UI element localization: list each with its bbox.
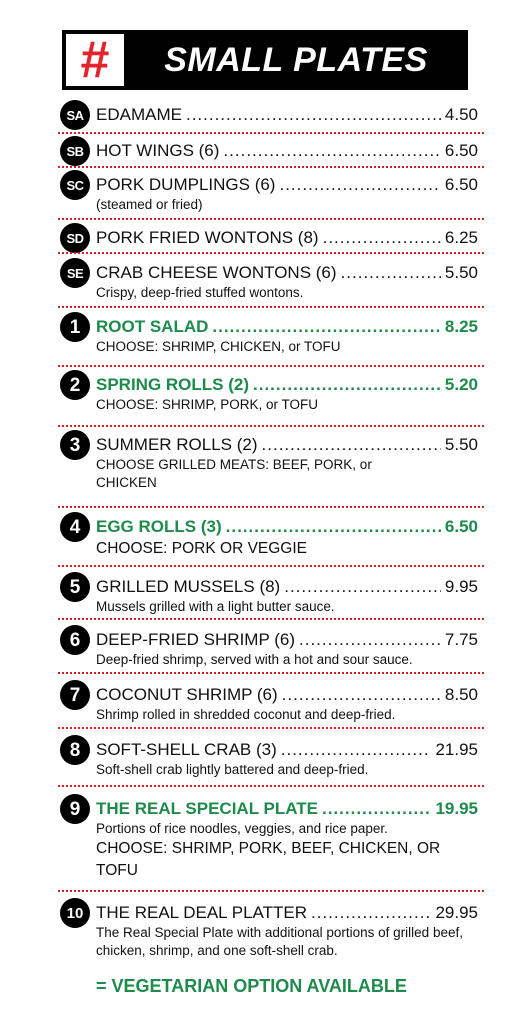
dotted-separator <box>58 565 484 567</box>
item-price: 21.95 <box>435 740 478 759</box>
section-header <box>62 30 468 90</box>
item-price: 19.95 <box>435 799 478 818</box>
dotted-separator <box>58 785 484 787</box>
dot-leader <box>226 516 441 538</box>
item-line <box>96 227 478 249</box>
dot-leader <box>253 374 441 396</box>
menu-item <box>60 434 478 492</box>
item-name: THE REAL DEAL PLATTER <box>96 903 307 922</box>
dot-leader <box>212 316 441 338</box>
dotted-separator <box>58 506 484 508</box>
item-price: 5.20 <box>444 375 478 394</box>
item-number-badge: SA <box>60 100 90 130</box>
item-number-badge: 8 <box>60 735 90 765</box>
item-description: Mussels grilled with a light butter sauce. <box>96 599 335 614</box>
menu-item <box>60 104 478 126</box>
item-price: 6.50 <box>444 175 478 194</box>
item-number-badge: 10 <box>60 898 90 928</box>
item-number-badge: 5 <box>60 572 90 602</box>
item-line <box>96 902 478 924</box>
hash-logo <box>66 31 124 89</box>
item-number-badge: 9 <box>60 794 90 824</box>
item-price: 7.75 <box>444 630 478 649</box>
item-description: CHOOSE GRILLED MEATS: BEEF, PORK, or CHICKEN <box>96 457 372 490</box>
item-description: CHOOSE: SHRIMP, PORK, or TOFU <box>96 397 319 412</box>
item-number-badge: SD <box>60 223 90 253</box>
dot-leader <box>284 576 441 598</box>
item-price: 29.95 <box>435 903 478 922</box>
item-price: 6.50 <box>444 141 478 160</box>
menu-item <box>60 798 478 882</box>
dotted-separator <box>58 618 484 620</box>
menu-item <box>60 739 478 779</box>
item-price: 8.50 <box>444 685 478 704</box>
item-line <box>96 262 478 284</box>
item-line <box>96 576 478 598</box>
item-choice-options: CHOOSE: SHRIMP, PORK, BEEF, CHICKEN, OR TOFU <box>96 840 441 879</box>
item-price: 6.50 <box>444 517 478 536</box>
item-number-badge: 6 <box>60 625 90 655</box>
dot-leader <box>262 434 441 456</box>
dot-leader <box>311 902 431 924</box>
item-description: CHOOSE: PORK OR VEGGIE <box>96 540 308 557</box>
item-line <box>96 629 478 651</box>
item-line <box>96 104 478 126</box>
dotted-separator <box>58 132 484 134</box>
menu-item <box>60 902 478 960</box>
item-price: 8.25 <box>444 317 478 336</box>
item-name: PORK FRIED WONTONS (8) <box>96 228 319 247</box>
item-name: PORK DUMPLINGS (6) <box>96 175 276 194</box>
dotted-separator <box>58 365 484 367</box>
dot-leader <box>223 140 440 162</box>
item-price: 6.25 <box>444 228 478 247</box>
item-name: DEEP-FRIED SHRIMP (6) <box>96 630 295 649</box>
item-description: Shrimp rolled in shredded coconut and deep-fried. <box>96 707 396 722</box>
item-name: SPRING ROLLS (2) <box>96 375 250 394</box>
item-line <box>96 684 478 706</box>
item-description: Crispy, deep-fried stuffed wontons. <box>96 285 304 300</box>
item-name: THE REAL SPECIAL PLATE <box>96 799 318 818</box>
dotted-separator <box>58 890 484 892</box>
item-number-badge: 4 <box>60 512 90 542</box>
item-name: SUMMER ROLLS (2) <box>96 435 258 454</box>
item-price: 5.50 <box>444 435 478 454</box>
dot-leader <box>281 739 432 761</box>
menu-item <box>60 684 478 724</box>
section-title: SMALL PLATES <box>164 40 428 79</box>
item-number-badge: SE <box>60 258 90 288</box>
item-name: GRILLED MUSSELS (8) <box>96 577 281 596</box>
item-description: The Real Special Plate with additional portions of grilled beef, chicken, shrimp, and one soft-shell crab. <box>96 925 463 958</box>
dotted-separator <box>58 252 484 254</box>
item-name: EGG ROLLS (3) <box>96 517 222 536</box>
menu-item <box>60 262 478 302</box>
item-name: COCONUT SHRIMP (6) <box>96 685 278 704</box>
item-name: HOT WINGS (6) <box>96 141 220 160</box>
dotted-separator <box>58 727 484 729</box>
item-description: Soft-shell crab lightly battered and deep-fried. <box>96 762 369 777</box>
item-number-badge: SB <box>60 136 90 166</box>
menu-item <box>60 374 478 414</box>
menu-item <box>60 576 478 616</box>
menu-item <box>60 516 478 560</box>
dot-leader <box>186 104 441 126</box>
dotted-separator <box>58 425 484 427</box>
menu-item <box>60 140 478 162</box>
item-description: (steamed or fried) <box>96 197 203 212</box>
dot-leader <box>323 227 441 249</box>
dot-leader <box>341 262 441 284</box>
menu-item <box>60 227 478 249</box>
item-price: 4.50 <box>444 105 478 124</box>
dotted-separator <box>58 306 484 308</box>
item-line <box>96 516 478 538</box>
dotted-separator <box>58 672 484 674</box>
item-name: CRAB CHEESE WONTONS (6) <box>96 263 337 282</box>
item-line <box>96 140 478 162</box>
item-line <box>96 798 478 820</box>
hash-symbol: # <box>80 31 110 89</box>
item-number-badge: 1 <box>60 312 90 342</box>
dot-leader <box>322 798 431 820</box>
item-price: 9.95 <box>444 577 478 596</box>
menu-item <box>60 629 478 669</box>
item-name: SOFT-SHELL CRAB (3) <box>96 740 277 759</box>
item-name: ROOT SALAD <box>96 317 209 336</box>
item-line <box>96 434 478 456</box>
item-name: EDAMAME <box>96 105 182 124</box>
menu-item <box>60 174 478 214</box>
dotted-separator <box>58 218 484 220</box>
item-line <box>96 174 478 196</box>
menu-item <box>60 316 478 356</box>
item-description: Deep-fried shrimp, served with a hot and sour sauce. <box>96 652 413 667</box>
item-number-badge: 7 <box>60 680 90 710</box>
item-line <box>96 316 478 338</box>
dotted-separator <box>58 166 484 168</box>
dot-leader <box>279 174 440 196</box>
dot-leader <box>282 684 441 706</box>
item-line <box>96 374 478 396</box>
item-line <box>96 739 478 761</box>
item-number-badge: SC <box>60 170 90 200</box>
item-description: Portions of rice noodles, veggies, and rice paper. <box>96 821 388 836</box>
item-number-badge: 3 <box>60 430 90 460</box>
item-description: CHOOSE: SHRIMP, CHICKEN, or TOFU <box>96 339 341 354</box>
vegetarian-legend: = VEGETARIAN OPTION AVAILABLE <box>96 976 407 996</box>
dot-leader <box>299 629 441 651</box>
item-number-badge: 2 <box>60 370 90 400</box>
item-price: 5.50 <box>444 263 478 282</box>
